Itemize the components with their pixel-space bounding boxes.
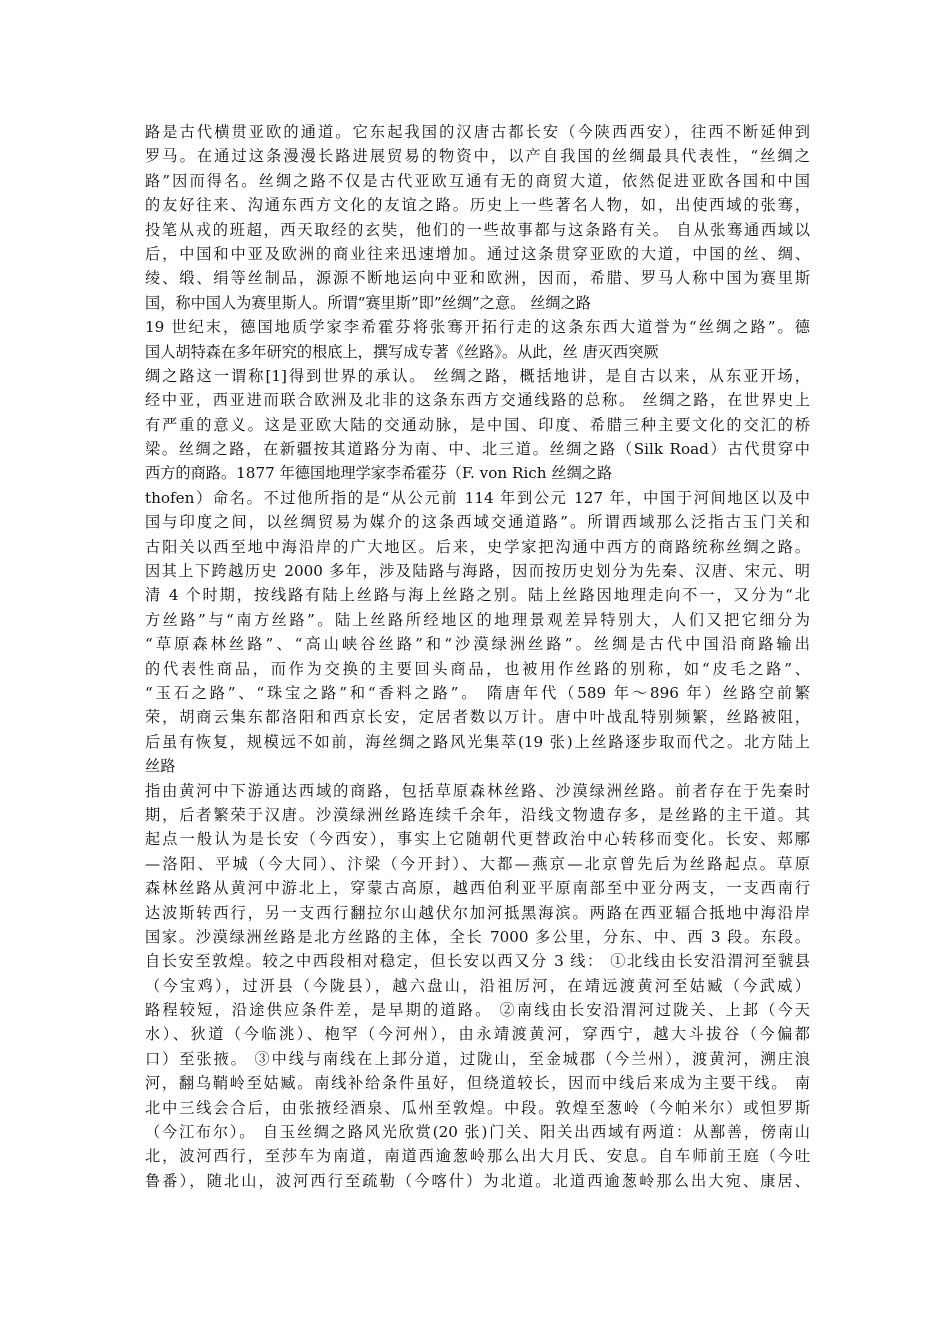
text-line: 期，后者繁荣于汉唐。沙漠绿洲丝路连续千余年，沿线文物遗存多，是丝路的主干道。其 (145, 805, 810, 824)
text-line: 达波斯转西行，另一支西行翻拉尔山越伏尔加河抵黑海滨。两路在西亚辐合抵地中海沿岸 (145, 903, 810, 922)
text-line: 路是古代横贯亚欧的通道。它东起我国的汉唐古都长安（今陕西西安），往西不断延伸到 (145, 123, 810, 141)
text-line: —洛阳、平城（今大同）、汴梁（今开封）、大都—燕京—北京曾先后为丝路起点。草原 (145, 854, 810, 873)
text-line: thofen）命名。不过他所指的是“从公元前 114 年到公元 127 年，中国于河间地区以及中 (145, 488, 810, 507)
text-line: （今江布尔）。 自玉丝绸之路风光欣赏(20 张)门关、阳关出西域有两道：从鄯善，傍南山 (145, 1123, 810, 1142)
text-line: 国与印度之间，以丝绸贸易为媒介的这条西域交通道路”。所谓西域那么泛指古玉门关和 (145, 513, 810, 532)
text-line: 国，称中国人为赛里斯人。所谓“赛里斯”即”丝绸”之意。 丝绸之路 (145, 293, 591, 312)
text-line: 指由黄河中下游通达西域的商路，包括草原森林丝路、沙漠绿洲丝路。前者存在于先秦时 (145, 781, 810, 800)
text-line: 荣，胡商云集东都洛阳和西京长安，定居者数以万计。唐中叶战乱特别频繁，丝路被阻， (145, 708, 810, 727)
text-line: 的友好往来、沟通东西方文化的友谊之路。历史上一些著名人物，如，出使西域的张骞， (145, 196, 810, 215)
text-line: 罗马。在通过这条漫漫长路进展贸易的物资中，以产自我国的丝绸最具代表性，“丝绸之 (145, 147, 810, 166)
text-line: 鲁番），随北山，波河西行至疏勒（今喀什）为北道。北道西逾葱岭那么出大宛、康居、 (145, 1171, 810, 1190)
text-line: 国人胡特森在多年研究的根底上，撰写成专著《丝路》。从此，丝 唐灭西突厥 (145, 342, 659, 361)
document-body (145, 120, 810, 1193)
text-line: 起点一般认为是长安（今西安），事实上它随朝代更替政治中心转移而变化。长安、郏鄏 (145, 830, 810, 849)
text-line: 方丝路”与“南方丝路”。陆上丝路所经地区的地理景观差异特别大，人们又把它细分为 (145, 610, 810, 629)
text-line: 口）至张掖。 ③中线与南线在上邽分道，过陇山，至金城郡（今兰州），渡黄河，溯庄浪 (145, 1049, 810, 1068)
text-line: “玉石之路”、“珠宝之路”和“香料之路”。 隋唐年代（589 年～896 年）丝路空前繁 (145, 683, 810, 702)
text-line: 北中三线会合后，由张掖经酒泉、瓜州至敦煌。中段。敦煌至葱岭（今帕米尔）或怛罗斯 (145, 1098, 810, 1117)
text-line: 19 世纪末，德国地质学家李希霍芬将张骞开拓行走的这条东西大道誉为“丝绸之路”。德 (145, 318, 810, 337)
text-line: “草原森林丝路”、“高山峡谷丝路”和“沙漠绿洲丝路”。丝绸是古代中国沿商路输出 (145, 635, 810, 654)
text-line: 经中亚，西亚进而联合欧洲及北非的这条东西方交通线路的总称。 丝绸之路，在世界史上 (145, 391, 810, 410)
text-line: 路程较短，沿途供应条件差，是早期的道路。 ②南线由长安沿渭河过陇关、上邽（今天 (145, 1001, 810, 1020)
text-line: 绫、缎、绢等丝制品，源源不断地运向中亚和欧洲，因而，希腊、罗马人称中国为赛里斯 (145, 269, 810, 288)
text-line: 后，中国和中亚及欧洲的商业往来迅速增加。通过这条贯穿亚欧的大道，中国的丝、绸、 (145, 244, 810, 263)
text-line: 路”因而得名。丝绸之路不仅是古代亚欧互通有无的商贸大道，依然促进亚欧各国和中国 (145, 171, 810, 190)
text-line: 自长安至敦煌。较之中西段相对稳定，但长安以西又分 3 线： ①北线由长安沿渭河至虢县 (145, 952, 810, 971)
text-line: 西方的商路。1877 年德国地理学家李希霍芬（F. von Rich 丝绸之路 (145, 464, 613, 483)
text-line: （今宝鸡），过汧县（今陇县），越六盘山，沿祖厉河，在靖远渡黄河至姑臧（今武威） (145, 976, 810, 995)
text-line: 有严重的意义。这是亚欧大陆的交通动脉，是中国、印度、希腊三种主要文化的交汇的桥 (145, 415, 810, 434)
text-line: 森林丝路从黄河中游北上，穿蒙古高原，越西伯利亚平原南部至中亚分两支，一支西南行 (145, 879, 810, 898)
text-line: 后虽有恢复，规模远不如前，海丝绸之路风光集萃(19 张)上丝路逐步取而代之。北方陆上 (145, 732, 810, 751)
text-line: 绸之路这一谓称[1]得到世界的承认。 丝绸之路，概括地讲，是自古以来，从东亚开场， (145, 366, 810, 385)
text-line: 北，波河西行，至莎车为南道，南道西逾葱岭那么出大月氏、安息。自车师前王庭（今吐 (145, 1147, 810, 1166)
text-line: 国家。沙漠绿洲丝路是北方丝路的主体，全长 7000 多公里，分东、中、西 3 段。东段。 (145, 927, 810, 946)
text-line: 水）、狄道（今临洮）、枹罕（今河州），由永靖渡黄河，穿西宁，越大斗拔谷（今偏都 (145, 1025, 810, 1044)
text-line: 河，翻乌鞘岭至姑臧。南线补给条件虽好，但绕道较长，因而中线后来成为主要干线。 南 (145, 1074, 810, 1093)
text-line: 古阳关以西至地中海沿岸的广大地区。后来，史学家把沟通中西方的商路统称丝绸之路。 (145, 537, 810, 556)
text-line: 因其上下跨越历史 2000 多年，涉及陆路与海路，因而按历史划分为先秦、汉唐、宋元、明 (145, 562, 810, 581)
text-line: 投笔从戎的班超，西天取经的玄奘，他们的一些故事都与这条路有关。 自从张骞通西域以 (145, 220, 810, 239)
text-line: 清 4 个时期，按线路有陆上丝路与海上丝路之别。陆上丝路因地理走向不一，又分为“北 (145, 586, 810, 605)
text-line: 丝路 (145, 757, 176, 776)
text-line: 梁。丝绸之路，在新疆按其道路分为南、中、北三道。丝绸之路（Silk Road）古代贯穿中 (145, 440, 810, 459)
text-line: 的代表性商品，而作为交换的主要回头商品，也被用作丝路的别称，如“皮毛之路”、 (145, 659, 810, 678)
